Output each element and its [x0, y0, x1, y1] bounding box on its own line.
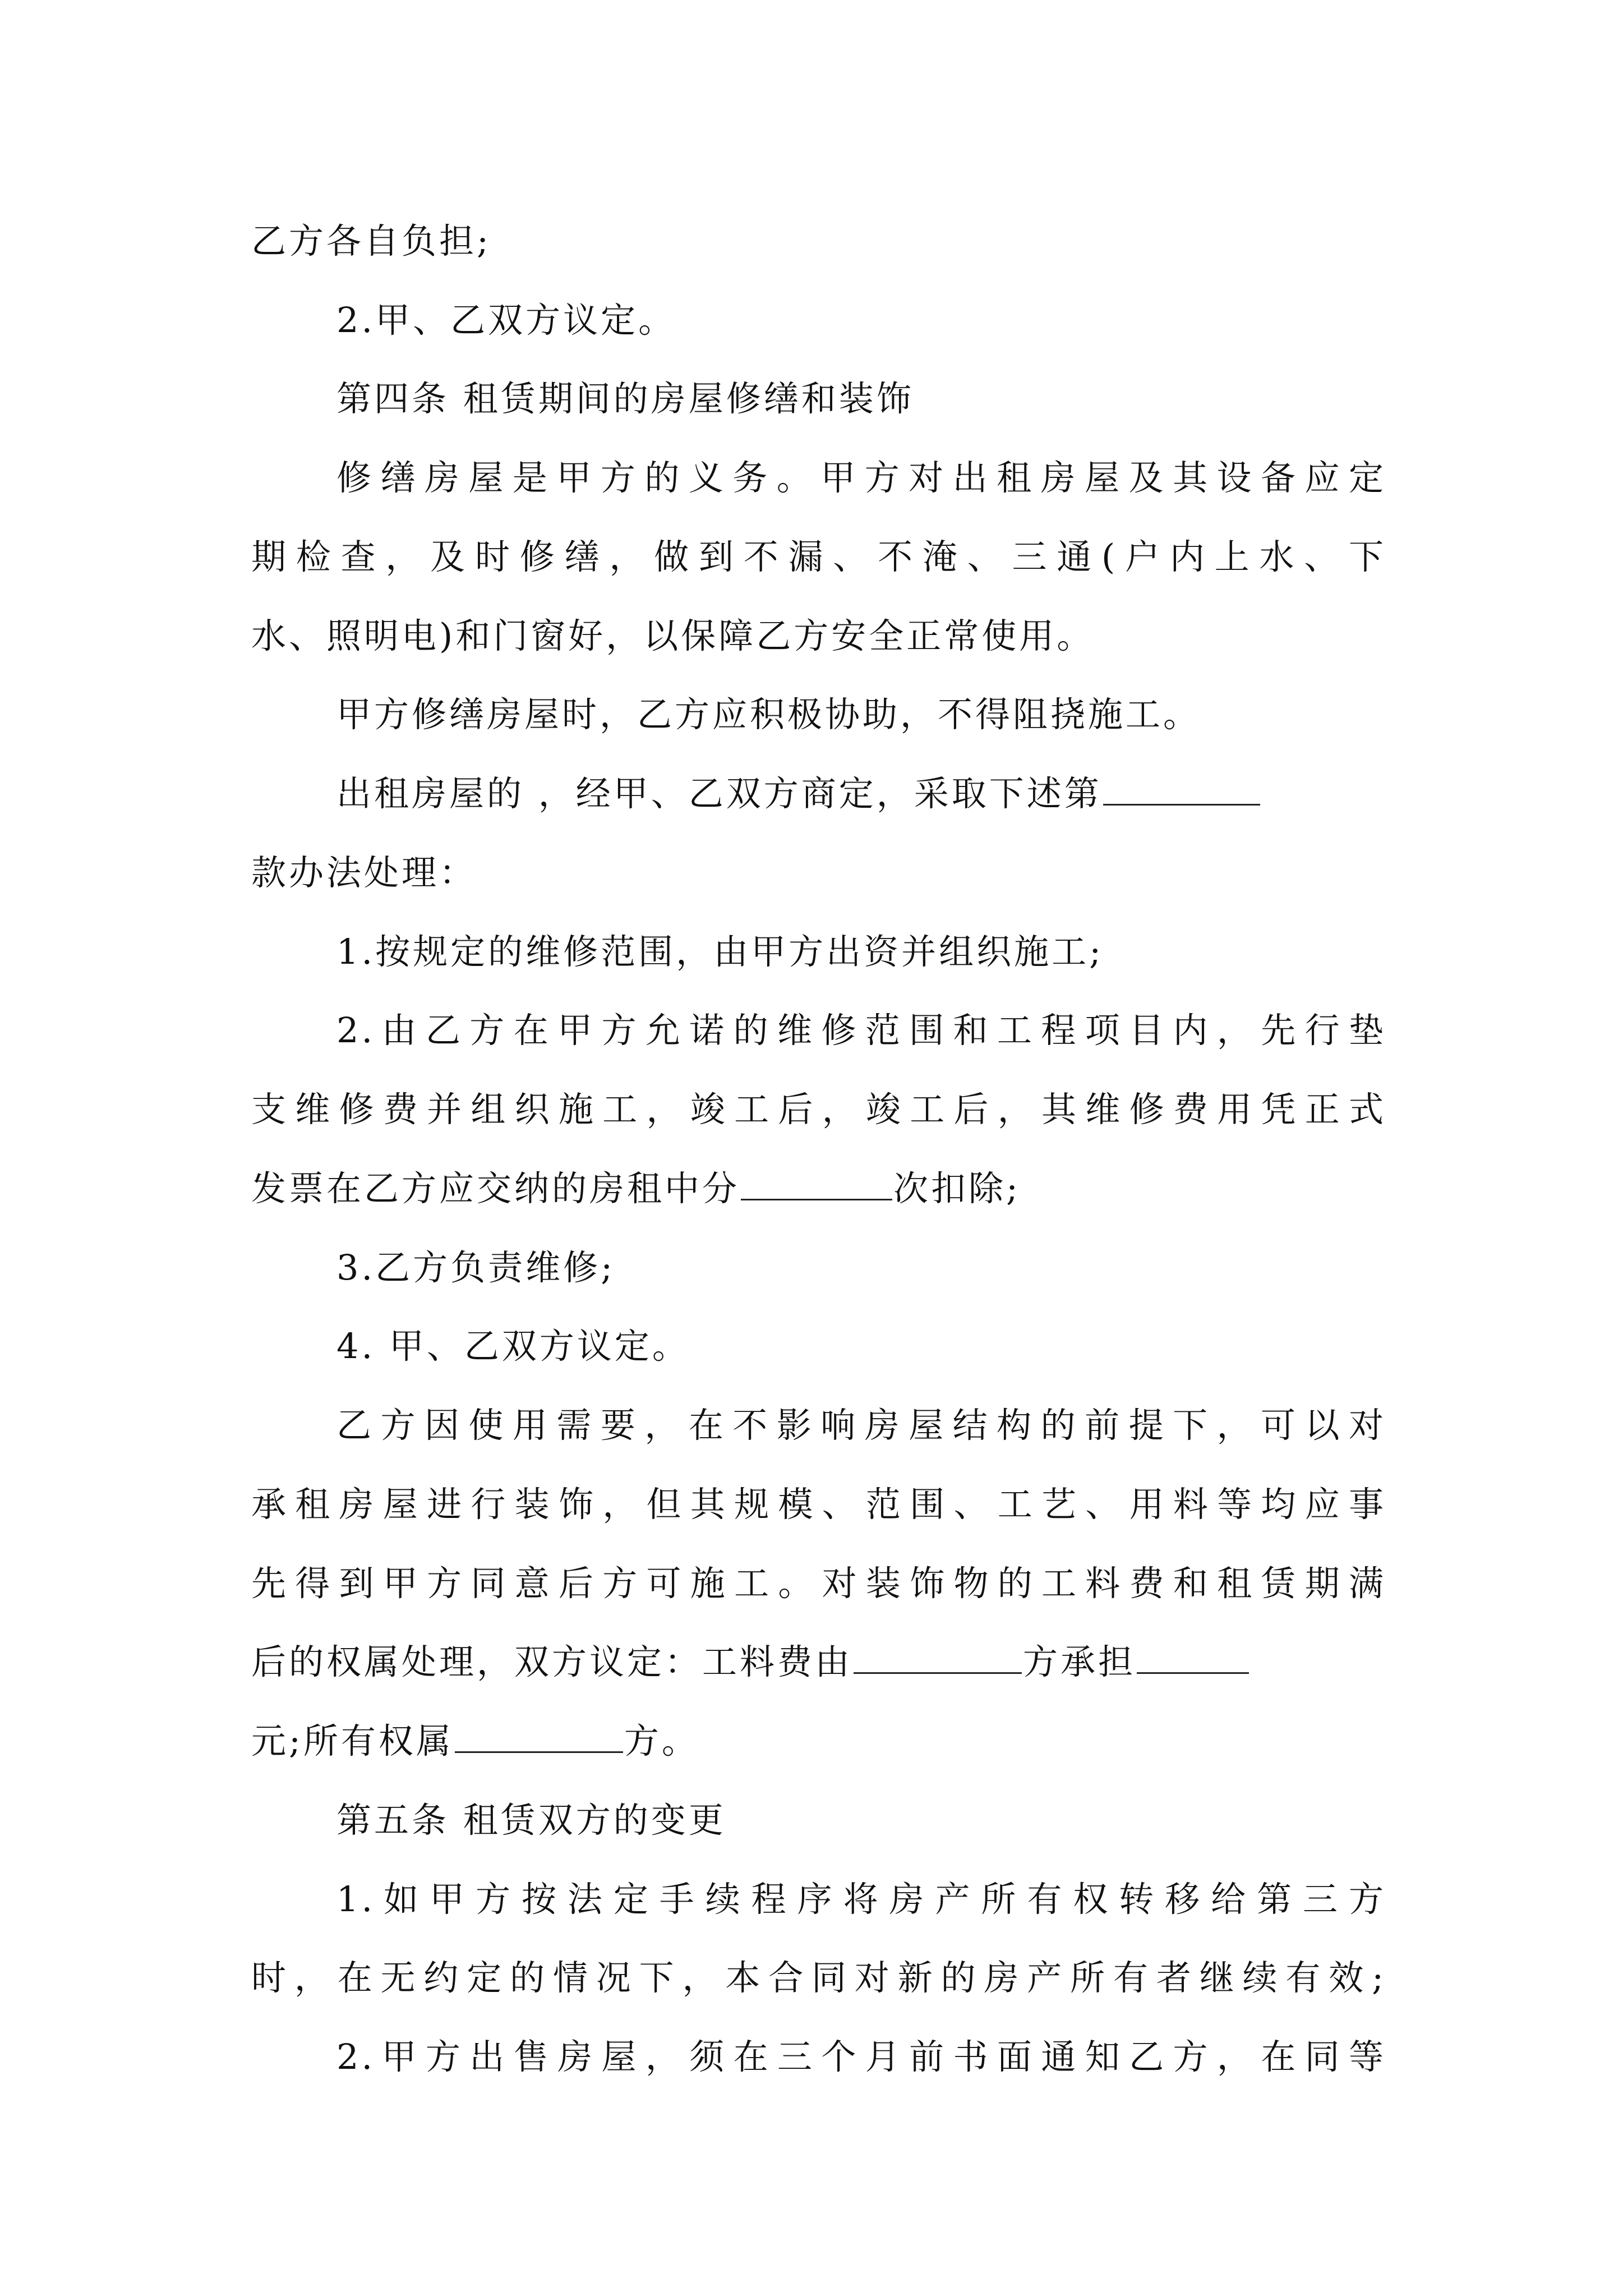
text-segment: 2.甲方出售房屋，须在三个月前书面通知乙方，在同等	[336, 2036, 1386, 2077]
blank-field	[455, 1717, 623, 1753]
text-segment: 1.按规定的维修范围，由甲方出资并组织施工;	[336, 931, 1104, 972]
text-line	[251, 611, 1094, 661]
blank-field	[741, 1164, 892, 1200]
text-line	[251, 1716, 699, 1766]
text-line	[251, 1479, 1386, 1530]
text-line	[336, 769, 1261, 819]
text-line	[251, 1558, 1386, 1609]
text-segment: 水、照明电)和门窗好，以保障乙方安全正常使用。	[251, 615, 1095, 656]
section-heading	[336, 1795, 726, 1846]
text-segment: 乙方因使用需要，在不影响房屋结构的前提下，可以对	[336, 1405, 1386, 1446]
text-line	[336, 689, 1201, 740]
text-line	[336, 1874, 1386, 1925]
text-segment: 后的权属处理，双方议定：工料费由	[251, 1641, 853, 1682]
text-segment: 方承担	[1023, 1641, 1136, 1682]
blank-field	[1103, 769, 1260, 806]
text-line	[251, 216, 491, 266]
text-segment: 第五条 租赁双方的变更	[336, 1800, 726, 1841]
text-segment: 3.乙方负责维修;	[336, 1247, 616, 1288]
text-line	[336, 1400, 1386, 1451]
text-segment: 2.甲、乙双方议定。	[336, 300, 676, 341]
text-line	[336, 295, 676, 346]
text-line	[251, 848, 477, 898]
text-segment: 1.如甲方按法定手续程序将房产所有权转移给第三方	[336, 1879, 1386, 1920]
text-line	[251, 532, 1386, 582]
text-line	[336, 927, 1104, 977]
blank-field	[854, 1637, 1022, 1674]
text-segment: 次扣除;	[893, 1168, 1021, 1209]
text-segment: 元;所有权属	[251, 1720, 454, 1761]
section-heading	[336, 374, 914, 424]
text-segment: 4. 甲、乙双方议定。	[336, 1326, 690, 1366]
text-segment: 发票在乙方应交纳的房租中分	[251, 1168, 740, 1209]
text-line	[251, 1637, 1250, 1687]
text-segment: 款办法处理：	[251, 852, 477, 893]
text-segment: 第四条 租赁期间的房屋修缮和装饰	[336, 378, 914, 419]
text-line	[336, 1243, 615, 1293]
text-segment: 2.由乙方在甲方允诺的维修范围和工程项目内，先行垫	[336, 1010, 1386, 1051]
text-segment: 期检查，及时修缮，做到不漏、不淹、三通(户内上水、下	[251, 536, 1386, 577]
text-segment: 出租房屋的 ，经甲、乙双方商定，采取下述第	[336, 773, 1102, 814]
text-line	[251, 1084, 1386, 1135]
text-line	[336, 2032, 1386, 2082]
text-line	[251, 1163, 1021, 1214]
blank-field	[1137, 1637, 1249, 1674]
text-segment: 支维修费并组织施工，竣工后，竣工后，其维修费用凭正式	[251, 1089, 1386, 1130]
text-line	[336, 1005, 1386, 1056]
text-line	[336, 453, 1386, 503]
text-line	[336, 1321, 690, 1372]
text-segment: 承租房屋进行装饰，但其规模、范围、工艺、用料等均应事	[251, 1484, 1386, 1525]
text-segment: 方。	[624, 1720, 699, 1761]
text-segment: 修缮房屋是甲方的义务。甲方对出租房屋及其设备应定	[336, 457, 1386, 498]
text-line	[251, 1953, 1386, 2003]
text-segment: 乙方各自负担;	[251, 220, 491, 261]
text-segment: 时，在无约定的情况下，本合同对新的房产所有者继续有效;	[251, 1957, 1386, 1998]
text-segment: 先得到甲方同意后方可施工。对装饰物的工料费和租赁期满	[251, 1563, 1386, 1604]
text-segment: 甲方修缮房屋时，乙方应积极协助，不得阻挠施工。	[336, 694, 1201, 735]
